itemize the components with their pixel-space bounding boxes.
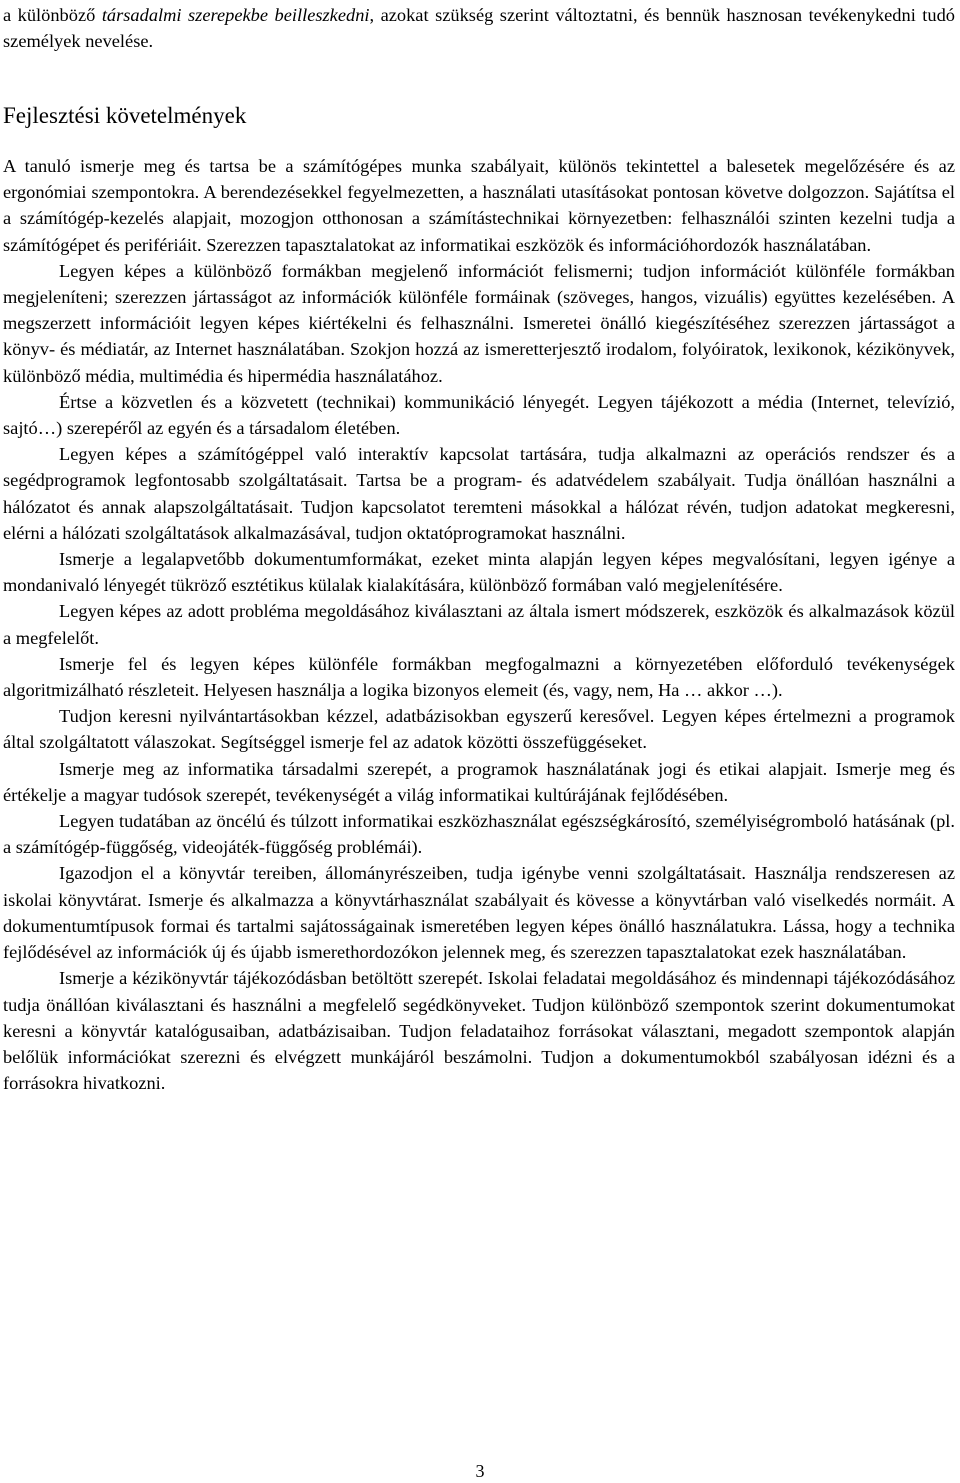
intro-paragraph <box>3 2 955 54</box>
paragraph-work-rules: A tanuló ismerje meg és tartsa be a számítógépes munka szabályait, különös tekintettel a balesetek megelőzésére és az ergonómiai szempontokra. A berendezésekkel fegyelmezetten, a használati utasításokat pontosan követve dolgozzon. Sajátítsa el a számítógép-kezelés alapjait, mozogjon otthonosan a számítástechnikai környezetben: felhasználói szinten kezelni tudja a számítógépet és perifériáit. Szerezzen tapasztalatokat az informatikai eszközök és információhordozók használatában. <box>3 156 955 255</box>
paragraph-reference-library: Ismerje a kézikönyvtár tájékozódásban betöltött szerepét. Iskolai feladatai megoldásához és mindennapi tájékozódásához tudja önállóan kiválasztani és használni a megfelelő segédkönyveket. Tudjon különböző szempontok szerint dokumentumokat keresni a könyvtár katalógusaiban, adatbázisaiban. Tudjon feladataihoz forrásokat választani, megadott szempontok alapján belőlük információkat szerezni és elvégzett munkájáról beszámolni. Tudjon a dokumentumokból szabályosan idézni és a forrásokra hivatkozni. <box>3 968 955 1094</box>
paragraph-algorithms: Ismerje fel és legyen képes különféle formákban megfogalmazni a környezetében előforduló tevékenységek algoritmizálható részleteit. Helyesen használja a logika bizonyos elemeit (és, vagy, nem, Ha … akkor …). <box>3 653 955 701</box>
paragraph-problem-solving: Legyen képes az adott probléma megoldásához kiválasztani az általa ismert módszerek, eszközök és alkalmazások közül a megfelelőt. <box>3 601 955 648</box>
section-heading: Fejlesztési követelmények <box>3 103 247 128</box>
intro-text-end: , azokat szükség szerint változtatni, és bennük hasznosan tevékenykedni tudó személyek nevelése. <box>3 5 956 52</box>
page-number: 3 <box>475 1461 485 1481</box>
requirements-body <box>3 153 955 1096</box>
paragraph-search: Tudjon keresni nyilvántartásokban kézzel, adatbázisokban egyszerű keresővel. Legyen képes értelmezni a programok által szolgáltatott válaszokat. Segítséggel ismerje fel az adatok közötti összefüggéseket. <box>3 706 955 753</box>
paragraph-social-role: Ismerje meg az informatika társadalmi szerepét, a programok használatának jogi és etikai alapjait. Ismerje meg és értékelje a magyar tudósok szerepét, tevékenységét a világ informatikai kultúrájának fejlődésében. <box>3 758 955 805</box>
paragraph-information-handling: Legyen képes a különböző formákban megjelenő információt felismerni; tudjon információt különféle formákban megjeleníteni; szerezzen jártasságot az információk különféle formáinak (szöveges, hangos, vizuális) együttes kezelésében. A megszerzett információit legyen képes kiértékelni és felhasználni. Ismeretei önálló kiegészítéséhez szerezzen jártasságot a könyv- és médiatár, az Internet használatában. Szokjon hozzá az ismeretterjesztő irodalom, folyóiratok, lexikonok, kézikönyvek, különböző média, multimédia és hipermédia használatához. <box>3 260 955 386</box>
intro-text-start: a különböző <box>3 5 102 25</box>
paragraph-document-forms: Ismerje a legalapvetőbb dokumentumformákat, ezeket minta alapján legyen képes megvalósítani, legyen igénye a mondanivaló lényegét tükröző esztétikus külalak kialakítására, különböző formában való megjelenítésére. <box>3 549 955 596</box>
paragraph-communication: Értse a közvetlen és a közvetett (technikai) kommunikáció lényegét. Legyen tájékozott a média (Internet, televízió, sajtó…) szerepéről az egyén és a társadalom életében. <box>3 391 955 439</box>
paragraph-health: Legyen tudatában az öncélú és túlzott informatikai eszközhasználat egészségkárosító, személyiségromboló hatásának (pl. a számítógép-függőség, videojáték-függőség problémái). <box>3 811 955 858</box>
paragraph-interactive-computer: Legyen képes a számítógéppel való interaktív kapcsolat tartására, tudja alkalmazni az operációs rendszer és a segédprogramok legfontosabb szolgáltatásait. Tartsa be a program- és adatvédelem szabályait. Tudja önállóan használni a hálózatot és annak alapszolgáltatásait. Tudjon kapcsolatot teremteni másokkal a hálózat révén, tudjon adatokat megkeresni, elérni a hálózati szolgáltatások alkalmazásával, tudjon oktatóprogramokat használni. <box>3 444 955 543</box>
intro-italic-phrase: társadalmi szerepekbe beilleszkedni <box>101 5 370 25</box>
paragraph-library: Igazodjon el a könyvtár tereiben, állományrészeiben, tudja igénybe venni szolgáltatásait. Használja rendszeresen az iskolai könyvtárat. Ismerje és alkalmazza a könyvtárhasználat szabályait és kövesse a könyvtárban való viselkedés normáit. A dokumentumtípusok formai és tartalmi sajátosságainak ismeretében legyen képes önálló használatukra. Lássa, hogy a technika fejlődésével az információk új és újabb ismerethordozókon jelennek meg, és szerezzen tapasztalatokat ezek használatában. <box>3 863 955 963</box>
